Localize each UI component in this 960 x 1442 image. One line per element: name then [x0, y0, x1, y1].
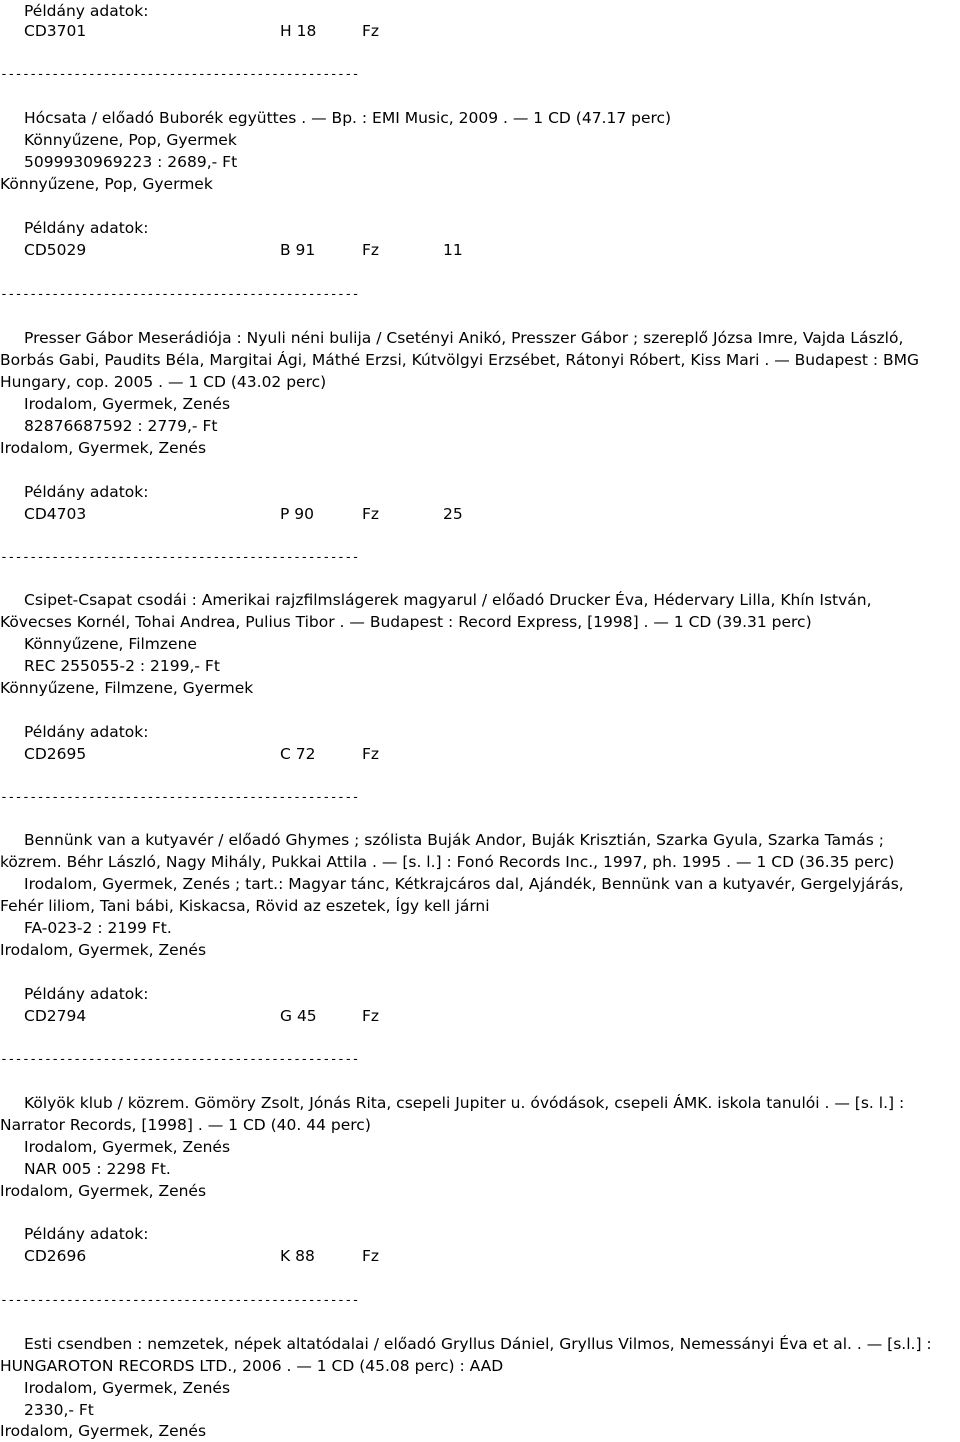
record-title-line: Esti csendben : nemzetek, népek altatódalai / előadó Gryllus Dániel, Gryllus Vilmos, Nemessányi Éva et al. . — [s.l.] :: [24, 1335, 932, 1353]
copy-label: Példány adatok:: [24, 483, 149, 501]
record-title: Hócsata / előadó Buborék együttes . — Bp. : EMI Music, 2009 . — 1 CD (47.17 perc): [24, 109, 672, 127]
record-title-line: HUNGAROTON RECORDS LTD., 2006 . — 1 CD (45.08 perc) : AAD: [0, 1357, 504, 1375]
record-title-line: Presser Gábor Meserádiója : Nyuli néni bulija / Csetényi Anikó, Presszer Gábor ; szereplő Józsa Imre, Vajda László,: [24, 329, 904, 347]
copy-shelf: P 90: [280, 505, 314, 523]
separator: -------------------------------------------------: [0, 67, 360, 82]
copy-location: Fz: [362, 505, 380, 523]
copy-location: Fz: [362, 1247, 380, 1265]
record-price: REC 255055-2 : 2199,- Ft: [24, 657, 220, 675]
record-subjects: Irodalom, Gyermek, Zenés: [24, 395, 231, 413]
separator: -------------------------------------------------: [0, 790, 360, 805]
record-price: 5099930969223 : 2689,- Ft: [24, 153, 238, 171]
copy-id: CD2794: [24, 1007, 87, 1025]
record-category: Könnyűzene, Filmzene, Gyermek: [0, 679, 254, 697]
record-title-line: Kövecses Kornél, Tohai Andrea, Pulius Tibor . — Budapest : Record Express, [1998] . — 1 CD (39.31 perc): [0, 613, 812, 631]
copy-row: [0, 20, 960, 42]
record-price: FA-023-2 : 2199 Ft.: [24, 919, 172, 937]
copy-id: CD3701: [24, 22, 87, 40]
copy-row: [0, 239, 960, 261]
record-subjects-line: Fehér liliom, Tani bábi, Kiskacsa, Rövid az eszetek, Így kell járni: [0, 897, 490, 915]
copy-shelf: H 18: [280, 22, 317, 40]
separator: -------------------------------------------------: [0, 287, 360, 302]
copy-id: CD2696: [24, 1247, 87, 1265]
copy-label: Példány adatok:: [24, 2, 149, 20]
record-category: Könnyűzene, Pop, Gyermek: [0, 175, 213, 193]
record-category: Irodalom, Gyermek, Zenés: [0, 439, 207, 457]
copy-id: CD2695: [24, 745, 87, 763]
copy-label: Példány adatok:: [24, 219, 149, 237]
record-title-line: közrem. Béhr László, Nagy Mihály, Pukkai Attila . — [s. l.] : Fonó Records Inc., 1997, ph. 1995 . — 1 CD (36.35 perc): [0, 853, 895, 871]
record-subjects: Könnyűzene, Pop, Gyermek: [24, 131, 237, 149]
copy-location: Fz: [362, 745, 380, 763]
record-category: Irodalom, Gyermek, Zenés: [0, 1422, 207, 1440]
record-title-line: Borbás Gabi, Paudits Béla, Margitai Ági, Máthé Erzsi, Kútvölgyi Erzsébet, Rátonyi Róbert, Kiss Mari . — Budapest : BMG: [0, 351, 920, 369]
copy-shelf: K 88: [280, 1247, 315, 1265]
copy-label: Példány adatok:: [24, 723, 149, 741]
record-subjects: Könnyűzene, Filmzene: [24, 635, 197, 653]
separator: -------------------------------------------------: [0, 550, 360, 565]
copy-shelf: B 91: [280, 241, 316, 259]
record-title-line: Kölyök klub / közrem. Gömöry Zsolt, Jónás Rita, csepeli Jupiter u. óvódások, csepeli ÁMK. iskola tanulói . — [s. l.] :: [24, 1094, 905, 1112]
copy-id: CD5029: [24, 241, 87, 259]
record-title-line: Hungary, cop. 2005 . — 1 CD (43.02 perc): [0, 373, 327, 391]
record-category: Irodalom, Gyermek, Zenés: [0, 1182, 207, 1200]
record-category: Irodalom, Gyermek, Zenés: [0, 941, 207, 959]
copy-location: Fz: [362, 22, 380, 40]
copy-id: CD4703: [24, 505, 87, 523]
separator: -------------------------------------------------: [0, 1052, 360, 1067]
copy-row: [0, 1005, 960, 1027]
record-price: NAR 005 : 2298 Ft.: [24, 1160, 171, 1178]
copy-label: Példány adatok:: [24, 985, 149, 1003]
record-price: 2330,- Ft: [24, 1401, 94, 1419]
record-subjects: Irodalom, Gyermek, Zenés: [24, 1379, 231, 1397]
copy-shelf: C 72: [280, 745, 316, 763]
copy-location: Fz: [362, 1007, 380, 1025]
record-price: 82876687592 : 2779,- Ft: [24, 417, 218, 435]
record-subjects: Irodalom, Gyermek, Zenés: [24, 1138, 231, 1156]
copy-location: Fz: [362, 241, 380, 259]
copy-label: Példány adatok:: [24, 1225, 149, 1243]
record-title-line: Bennünk van a kutyavér / előadó Ghymes ; szólista Buják Andor, Buják Krisztián, Szarka Gyula, Szarka Tamás ;: [24, 831, 884, 849]
copy-row: [0, 743, 960, 765]
copy-row: [0, 503, 960, 525]
copy-number: 25: [443, 505, 463, 523]
copy-number: 11: [443, 241, 463, 259]
separator: -------------------------------------------------: [0, 1293, 360, 1308]
copy-row: [0, 1245, 960, 1267]
record-title-line: Csipet-Csapat csodái : Amerikai rajzfilmslágerek magyarul / előadó Drucker Éva, Hédervary Lilla, Khín István,: [24, 591, 872, 609]
record-subjects-line: Irodalom, Gyermek, Zenés ; tart.: Magyar tánc, Kétkrajcáros dal, Ajándék, Bennünk van a kutyavér, Gergelyjárás,: [24, 875, 904, 893]
record-title-line: Narrator Records, [1998] . — 1 CD (40. 44 perc): [0, 1116, 371, 1134]
copy-shelf: G 45: [280, 1007, 317, 1025]
